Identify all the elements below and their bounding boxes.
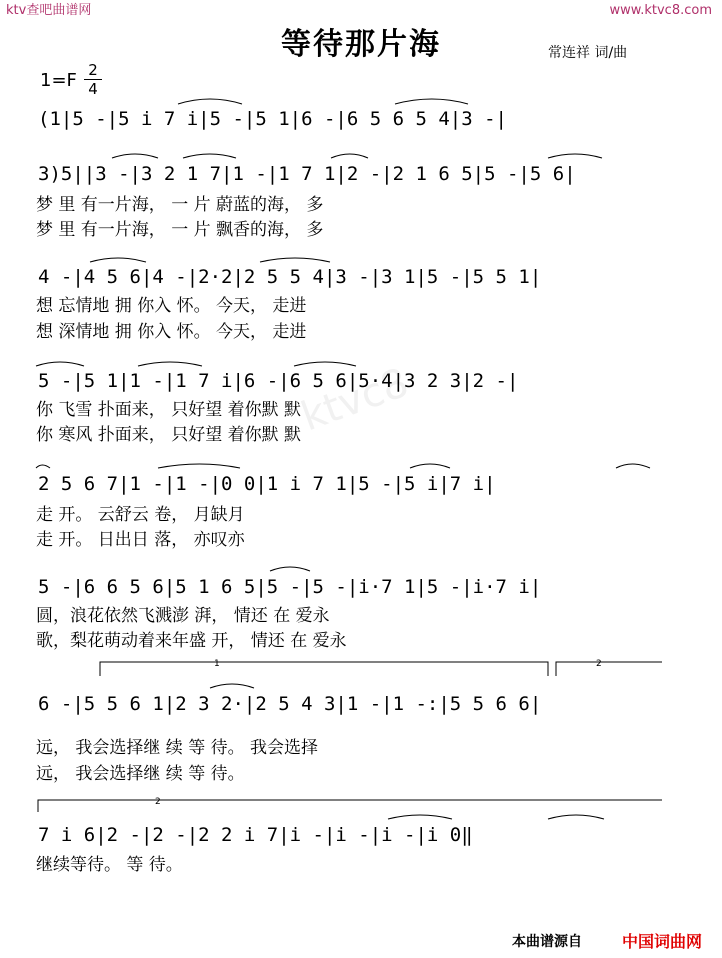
lyric-line-8a: 继续等待。 等 待。 xyxy=(36,855,183,875)
volta-bracket-3 xyxy=(38,800,662,812)
lyric-line-6a: 圆，浪花依然飞溅澎 湃， 情还 在 爱永 xyxy=(36,606,330,626)
watermark-top-left: ktv查吧曲谱网 xyxy=(6,3,92,18)
watermark-center: ktvc8 xyxy=(295,359,415,441)
key-signature: 1=F xyxy=(40,70,77,91)
notation-line-5: 2 5 6 7|1 -|1 -|0 0|1 i 7 1|5 -|5 i|7 i| xyxy=(38,473,496,495)
volta-bracket-2 xyxy=(556,662,662,676)
lyric-line-3b: 想 深情地 拥 你入 怀。 今天， 走进 xyxy=(36,322,307,342)
lyric-line-4a: 你 飞雪 扑面来， 只好望 着你默 默 xyxy=(36,400,302,420)
notation-line-4: 5 -|5 1|1 -|1 7 i|6 -|6 5 6|5·4|3 2 3|2 -| xyxy=(38,370,519,392)
lyric-line-7a: 远， 我会选择继 续 等 待。 我会选择 xyxy=(36,738,319,758)
lyric-line-5b: 走 开。 日出日 落， 亦叹亦 xyxy=(36,530,245,550)
volta-number-1: 1 xyxy=(214,659,220,669)
footer-site-name[interactable]: 中国词曲网 xyxy=(622,932,703,951)
notation-line-7: 6 -|5 5 6 1|2 3 2·|2 5 4 3|1 -|1 -:|5 5 6 6| xyxy=(38,693,542,715)
lyric-line-4b: 你 寒风 扑面来， 只好望 着你默 默 xyxy=(36,425,302,445)
meter-bottom: 4 xyxy=(88,80,98,98)
lyric-line-2b: 梦 里 有一片海， 一 片 飘香的海， 多 xyxy=(36,220,324,240)
notation-line-6: 5 -|6 6 5 6|5 1 6 5|5 -|5 -|i·7 1|5 -|i·7 i| xyxy=(38,576,542,598)
lyric-line-7b: 远， 我会选择继 续 等 待。 xyxy=(36,764,245,784)
notation-line-2: 3)5||3 -|3 2 1 7|1 -|1 7 1|2 -|2 1 6 5|5 -|5 6| xyxy=(38,163,576,185)
lyric-line-6b: 歌，梨花萌动着来年盛 开， 情还 在 爱永 xyxy=(36,631,347,651)
song-title: 等待那片海 xyxy=(281,27,441,62)
notation-line-1: (1|5 -|5 i 7 i|5 -|5 1|6 -|6 5 6 5 4|3 -| xyxy=(38,108,507,130)
watermark-top-right: www.ktvc8.com xyxy=(609,3,712,18)
volta-bracket-1 xyxy=(100,662,548,676)
lyric-line-2a: 梦 里 有一片海， 一 片 蔚蓝的海， 多 xyxy=(36,195,324,215)
volta-number-3: 2 xyxy=(155,797,161,807)
footer-source-label: 本曲谱源自 xyxy=(512,934,582,950)
notation-line-3: 4 -|4 5 6|4 -|2·2|2 5 5 4|3 -|3 1|5 -|5 5 1| xyxy=(38,266,542,288)
meter-top: 2 xyxy=(88,61,98,79)
volta-number-2: 2 xyxy=(596,659,602,669)
lyric-line-3a: 想 忘情地 拥 你入 怀。 今天， 走进 xyxy=(36,296,307,316)
lyric-line-5a: 走 开。 云舒云 卷， 月缺月 xyxy=(36,505,245,525)
composer-credit: 常连祥 词/曲 xyxy=(548,45,628,61)
notation-line-8: 7 i 6|2 -|2 -|2 2 i 7|i -|i -|i -|i 0‖ xyxy=(38,824,473,846)
